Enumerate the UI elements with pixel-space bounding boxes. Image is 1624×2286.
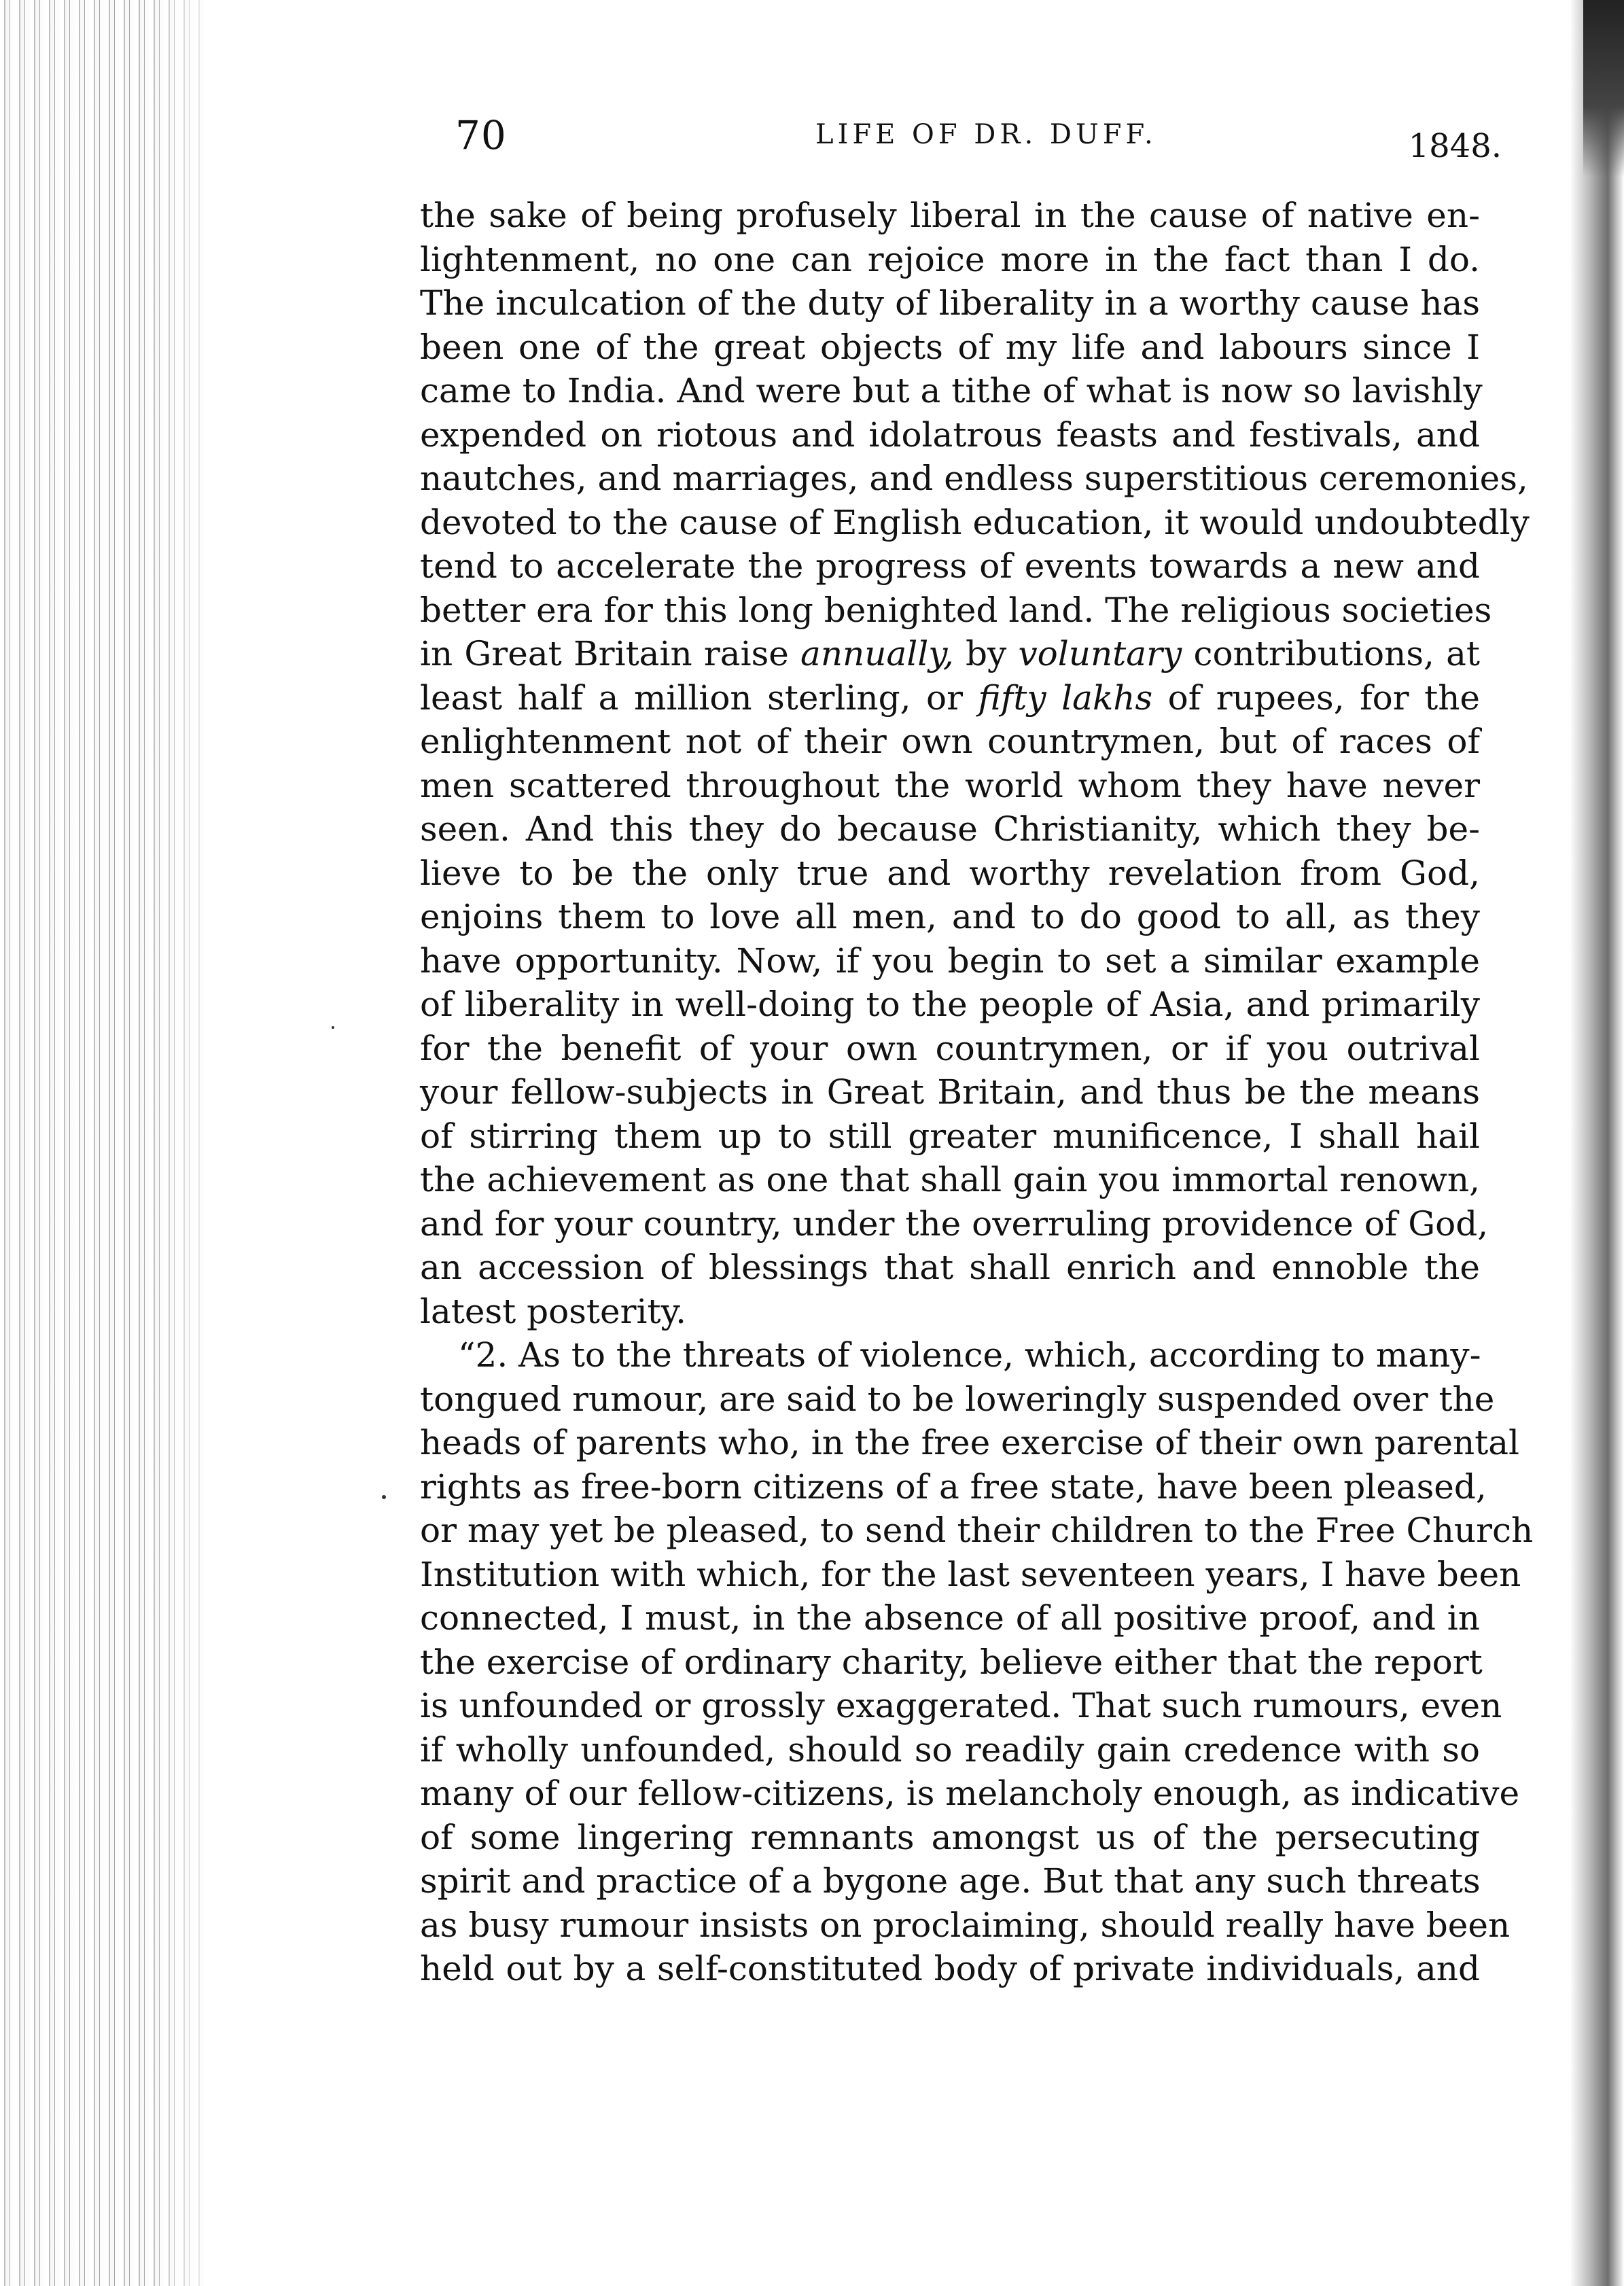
text-line: nautches, and marriages, and endless superstitious ceremonies, <box>420 459 1528 498</box>
running-year: 1848. <box>1408 127 1502 165</box>
text-line: of some lingering remnants amongst us of the persecuting <box>420 1817 1480 1857</box>
text-line: heads of parents who, in the free exercise of their own parental <box>420 1423 1520 1462</box>
text-line: tongued rumour, are said to be loweringly suspended over the <box>420 1379 1495 1419</box>
text-run: by <box>953 634 1019 673</box>
italic-word: lakhs <box>1061 678 1153 718</box>
text-line: lightenment, no one can rejoice more in the fact than I do. <box>420 239 1480 279</box>
text-line: rights as free-born citizens of a free state, have been pleased, <box>420 1466 1487 1507</box>
text-line: men scattered throughout the world whom they have never <box>420 765 1480 805</box>
text-line: connected, I must, in the absence of all positive proof, and in <box>420 1598 1480 1638</box>
text-line: enjoins them to love all men, and to do good to all, as they <box>420 897 1480 936</box>
text-line: many of our fellow-citizens, is melancholy enough, as indicative <box>420 1774 1520 1813</box>
text-line: seen. And this they do because Christianity, which they be- <box>420 809 1480 849</box>
italic-word: voluntary <box>1018 634 1182 673</box>
text-line: been one of the great objects of my life and labours since I <box>420 327 1480 367</box>
text-line: as busy rumour insists on proclaiming, should really have been <box>420 1905 1511 1945</box>
text-line: the achievement as one that shall gain you immortal renown, <box>420 1160 1480 1199</box>
text-line: spirit and practice of a bygone age. But that any such threats <box>420 1861 1481 1901</box>
text-line: of liberality in well-doing to the people of Asia, and primarily <box>420 985 1480 1024</box>
text-line: better era for this long benighted land. The religious societies <box>420 590 1492 630</box>
text-line: or may yet be pleased, to send their children to the Free Church <box>420 1511 1534 1550</box>
text-run: contributions, at <box>1182 634 1480 673</box>
text-run <box>1046 678 1062 718</box>
text-line: held out by a self-constituted body of private individuals, and <box>420 1949 1480 1988</box>
text-line: for the benefit of your own countrymen, or if you outrival <box>420 1028 1480 1068</box>
text-line-paragraph-end: latest posterity. <box>420 1291 687 1331</box>
book-edge-fade <box>149 0 231 2286</box>
text-line: of stirring them up to still greater munificence, I shall hail <box>420 1116 1480 1156</box>
text-line-with-italics <box>420 676 1480 720</box>
running-title: LIFE OF DR. DUFF. <box>815 119 1157 150</box>
text-run: in Great Britain raise <box>420 634 801 673</box>
text-line: enlightenment not of their own countrymen, but of races of <box>420 722 1480 761</box>
text-line-paragraph-start: “2. As to the threats of violence, which, according to many- <box>458 1335 1481 1375</box>
text-line: and for your country, under the overruling providence of God, <box>420 1203 1489 1244</box>
page-number: 70 <box>455 112 507 158</box>
text-line: tend to accelerate the progress of events towards a new and <box>420 546 1480 586</box>
text-line: The inculcation of the duty of liberality in a worthy cause has <box>420 283 1480 323</box>
body-text <box>420 194 1534 1991</box>
italic-word: annually, <box>800 634 954 673</box>
text-line: the sake of being profusely liberal in the cause of native en- <box>420 196 1480 235</box>
text-line: is unfounded or grossly exaggerated. That such rumours, even <box>420 1686 1502 1725</box>
text-line: came to India. And were but a tithe of what is now so lavishly <box>420 371 1483 410</box>
print-speck <box>332 1026 334 1029</box>
book-gutter-shadow <box>1583 0 1624 177</box>
text-line: have opportunity. Now, if you begin to set a similar example <box>420 940 1480 981</box>
print-speck <box>382 1495 386 1499</box>
text-line: expended on riotous and idolatrous feasts and festivals, and <box>420 415 1480 455</box>
book-gutter-right <box>1570 0 1624 2286</box>
text-line: if wholly unfounded, should so readily gain credence with so <box>420 1729 1480 1770</box>
text-line: an accession of blessings that shall enrich and ennoble the <box>420 1248 1480 1287</box>
text-run: of rupees, for the <box>1152 678 1480 718</box>
text-line: devoted to the cause of English education, it would undoubtedly <box>420 502 1530 542</box>
text-run: least half a million sterling, or <box>420 678 978 718</box>
italic-word: fifty <box>978 678 1046 718</box>
text-line-with-italics <box>420 632 1480 676</box>
running-head <box>455 112 1515 166</box>
text-line: the exercise of ordinary charity, believe either that the report <box>420 1642 1483 1682</box>
text-line: Institution with which, for the last seventeen years, I have been <box>420 1554 1521 1594</box>
text-line: your fellow-subjects in Great Britain, and thus be the means <box>420 1072 1480 1112</box>
text-line: lieve to be the only true and worthy revelation from God, <box>420 853 1480 893</box>
